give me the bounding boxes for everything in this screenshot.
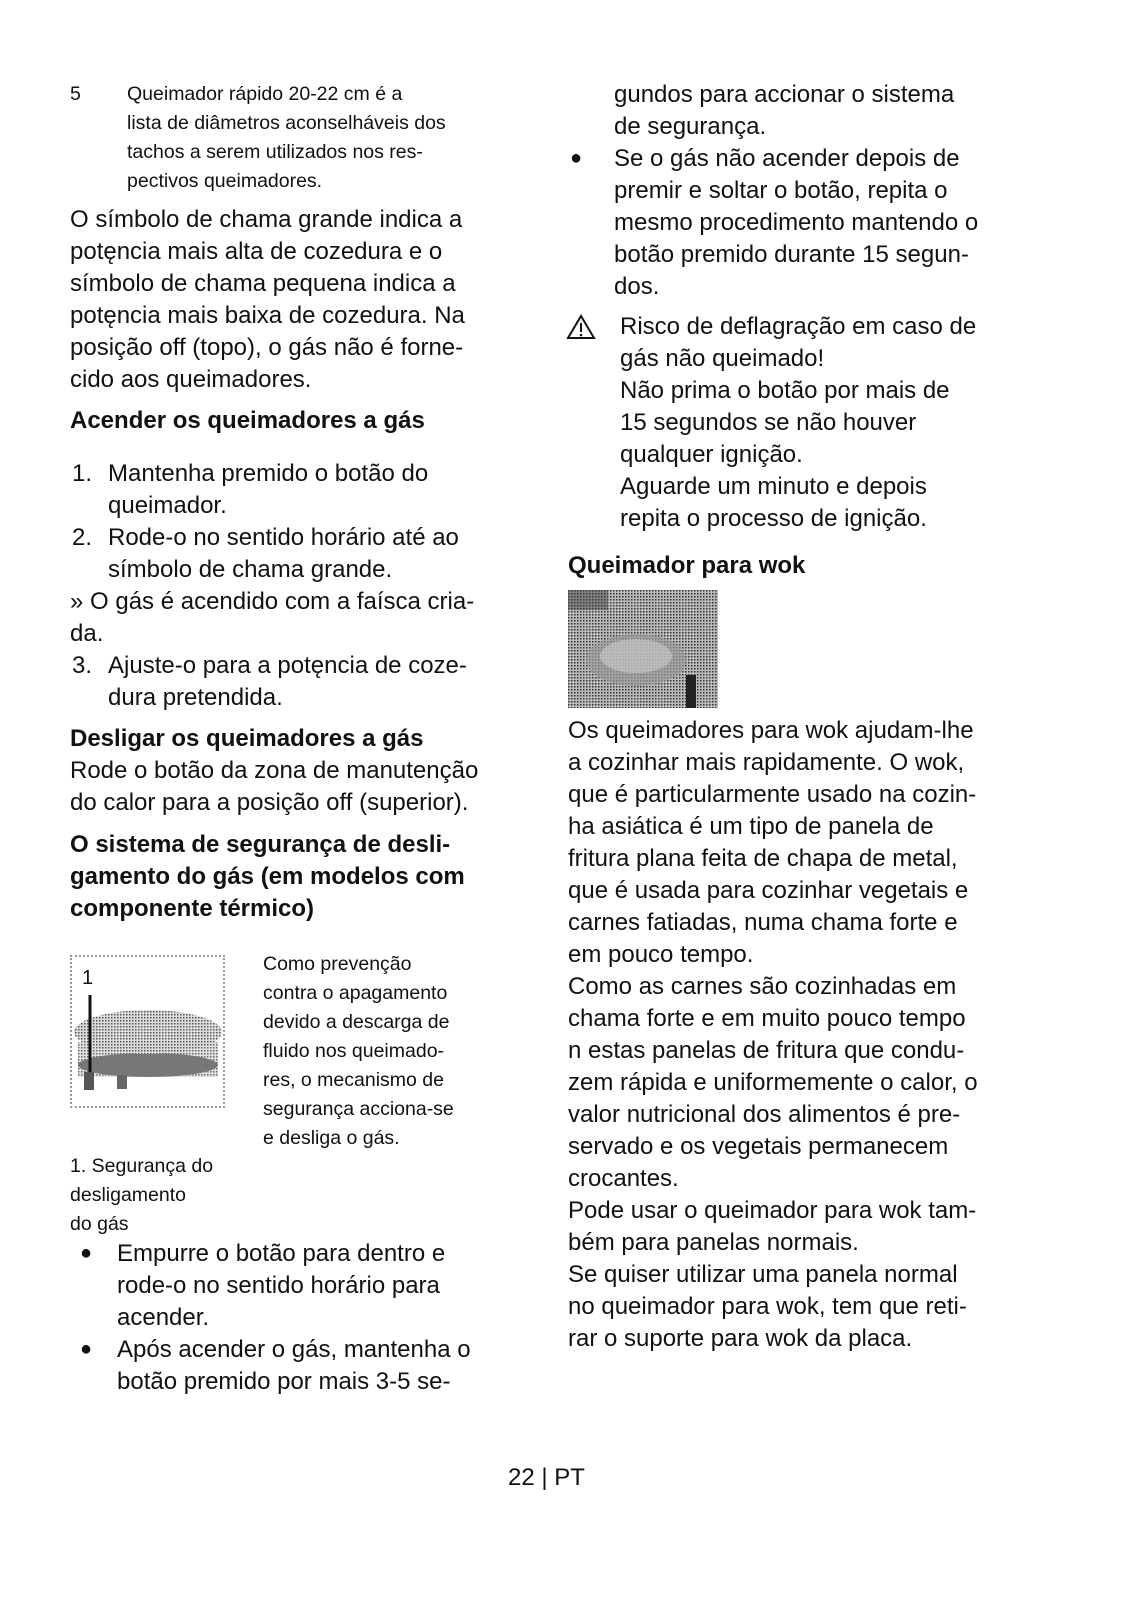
text-line: botão premido por mais 3-5 se- <box>117 1368 451 1395</box>
text-line: zem rápida e uniformemente o calor, o <box>568 1069 978 1096</box>
text-line: Rode o botão da zona de manutenção <box>70 757 479 784</box>
bullet-icon: ● <box>80 1242 93 1264</box>
text-line: dura pretendida. <box>108 684 283 711</box>
text-line: do gás <box>70 1213 129 1235</box>
text-line: no queimador para wok, tem que reti- <box>568 1293 967 1320</box>
step-number: 1. <box>72 460 93 487</box>
bullet-icon: ● <box>570 147 583 169</box>
turn-off-text <box>70 755 478 819</box>
figure-caption <box>70 1152 213 1239</box>
text-line: crocantes. <box>568 1165 679 1192</box>
text-line: rar o suporte para wok da placa. <box>568 1325 913 1352</box>
text-line: segurança acciona-se <box>263 1098 454 1120</box>
text-line: Queimador rápido 20-22 cm é a <box>127 83 403 105</box>
bullet-icon: ● <box>80 1338 93 1360</box>
text-line: Após acender o gás, mantenha o <box>117 1336 471 1363</box>
text-line: Aguarde um minuto e depois <box>620 473 927 500</box>
text-line: potęncia mais baixa de cozedura. Na <box>70 302 465 329</box>
text-line: Como prevenção <box>263 953 412 975</box>
text-line: posição off (topo), o gás não é forne- <box>70 334 464 361</box>
heading-safety-system <box>70 829 465 925</box>
text-line: que é usada para cozinhar vegetais e <box>568 877 969 904</box>
step-text <box>108 650 467 714</box>
warning-triangle-icon <box>566 314 596 340</box>
text-line: botão premido durante 15 segun- <box>614 241 969 268</box>
text-line: servado e os vegetais permanecem <box>568 1133 949 1160</box>
text-line: n estas panelas de fritura que condu- <box>568 1037 965 1064</box>
text-line: desligamento <box>70 1184 186 1206</box>
text-line: valor nutricional dos alimentos é pre- <box>568 1101 961 1128</box>
wok-burner-photo <box>568 590 718 708</box>
thermocouple-figure <box>70 955 225 1108</box>
text-line: gamento do gás (em modelos com <box>70 863 465 890</box>
heading-turn-off: Desligar os queimadores a gás <box>70 725 424 752</box>
text-line: do calor para a posição off (superior). <box>70 789 469 816</box>
text-line: ha asiática é um tipo de panela de <box>568 813 934 840</box>
continuation-text <box>614 79 954 143</box>
text-line: » O gás é acendido com a faísca cria- <box>70 588 475 615</box>
text-line: res, o mecanismo de <box>263 1069 444 1091</box>
text-line: queimador. <box>108 492 227 519</box>
text-line: Se o gás não acender depois de <box>614 145 960 172</box>
step-number: 2. <box>72 524 93 551</box>
step-text <box>108 522 459 586</box>
text-line: fluido nos queimado- <box>263 1040 445 1062</box>
text-line: O sistema de segurança de desli- <box>70 831 451 858</box>
text-line: Pode usar o queimador para wok tam- <box>568 1197 977 1224</box>
step-result <box>70 586 474 650</box>
text-line: Como as carnes são cozinhadas em <box>568 973 957 1000</box>
text-line: lista de diâmetros aconselháveis dos <box>127 112 446 134</box>
text-line: dos. <box>614 273 660 300</box>
intro-paragraph <box>70 204 465 396</box>
text-line: de segurança. <box>614 113 767 140</box>
text-line: Os queimadores para wok ajudam-lhe <box>568 717 974 744</box>
text-line: contra o apagamento <box>263 982 448 1004</box>
text-line: mesmo procedimento mantendo o <box>614 209 979 236</box>
text-line: Mantenha premido o botão do <box>108 460 429 487</box>
text-line: fritura plana feita de chapa de metal, <box>568 845 958 872</box>
page-number: 22 | PT <box>508 1464 585 1491</box>
text-line: Risco de deflagração em caso de <box>620 313 977 340</box>
wok-burner-illustration <box>568 590 718 708</box>
text-line: tachos a serem utilizados nos res- <box>127 141 423 163</box>
figure-side-text <box>263 950 454 1153</box>
text-line: qualquer ignição. <box>620 441 803 468</box>
text-line: gás não queimado! <box>620 345 825 372</box>
text-line: 1. Segurança do <box>70 1155 214 1177</box>
wok-description <box>568 715 978 1355</box>
text-line: potęncia mais alta de cozedura e o <box>70 238 443 265</box>
text-line: que é particularmente usado na cozin- <box>568 781 977 808</box>
text-line: premir e soltar o botão, repita o <box>614 177 948 204</box>
step-number: 3. <box>72 652 93 679</box>
bullet-text <box>117 1334 471 1398</box>
bullet-text <box>614 143 978 303</box>
text-line: gundos para accionar o sistema <box>614 81 955 108</box>
bullet-text <box>117 1238 445 1334</box>
text-line: Rode-o no sentido horário até ao <box>108 524 459 551</box>
text-line: rode-o no sentido horário para <box>117 1272 440 1299</box>
text-line: Empurre o botão para dentro e <box>117 1240 446 1267</box>
text-line: Se quiser utilizar uma panela normal <box>568 1261 958 1288</box>
step-text <box>108 458 428 522</box>
text-line: acender. <box>117 1304 210 1331</box>
text-line: símbolo de chama grande. <box>108 556 393 583</box>
text-line: símbolo de chama pequena indica a <box>70 270 456 297</box>
text-line: bém para panelas normais. <box>568 1229 859 1256</box>
text-line: cido aos queimadores. <box>70 366 312 393</box>
text-line: carnes fatiadas, numa chama forte e <box>568 909 958 936</box>
note-number: 5 <box>70 83 81 105</box>
text-line: devido a descarga de <box>263 1011 450 1033</box>
text-line: O símbolo de chama grande indica a <box>70 206 463 233</box>
note-text <box>127 80 446 196</box>
text-line: Não prima o botão por mais de <box>620 377 950 404</box>
text-line: repita o processo de ignição. <box>620 505 927 532</box>
text-line: em pouco tempo. <box>568 941 754 968</box>
text-line: da. <box>70 620 104 647</box>
heading-wok-burner: Queimador para wok <box>568 552 806 579</box>
text-line: componente térmico) <box>70 895 315 922</box>
warning-text <box>620 311 976 535</box>
text-line: pectivos queimadores. <box>127 170 323 192</box>
text-line: a cozinhar mais rapidamente. O wok, <box>568 749 965 776</box>
burner-illustration <box>72 957 223 1106</box>
figure-label: 1 <box>82 967 94 989</box>
text-line: chama forte e em muito pouco tempo <box>568 1005 966 1032</box>
text-line: e desliga o gás. <box>263 1127 400 1149</box>
text-line: 15 segundos se não houver <box>620 409 917 436</box>
heading-light-burners: Acender os queimadores a gás <box>70 407 425 434</box>
text-line: Ajuste-o para a potęncia de coze- <box>108 652 467 679</box>
